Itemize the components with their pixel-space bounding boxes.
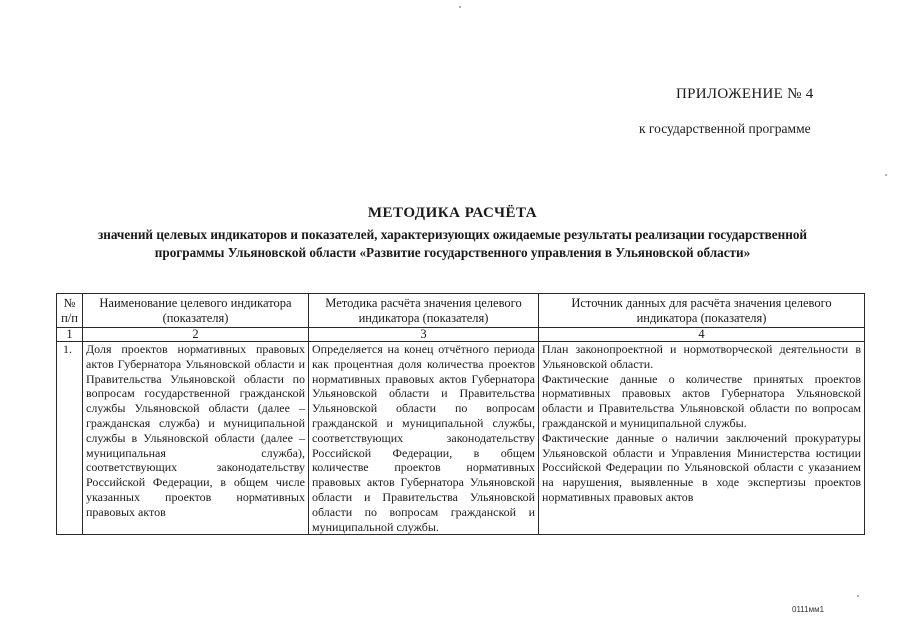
column-header-name: Наименование целевого индикатора (показателя) (83, 294, 309, 328)
column-number: 3 (309, 328, 539, 342)
column-number: 4 (539, 328, 865, 342)
column-header-source: Источник данных для расчёта значения целевого индикатора (показателя) (539, 294, 865, 328)
data-source-paragraph: Фактические данные о наличии заключений прокуратуры Ульяновской области и Управления Министерства юстиции Российской Федерации по Ульяновской области с указанием на нарушения, выявленные в ходе экспертизы проектов нормативных правовых актов (542, 430, 861, 504)
column-number: 1 (57, 328, 83, 342)
document-code: 0111мм1 (792, 605, 825, 614)
data-source-paragraph: План законопроектной и нормотворческой деятельности в Ульяновской области. (542, 342, 861, 371)
scan-speck (857, 595, 859, 597)
column-header-number: № п/п (57, 294, 83, 328)
table-row (57, 342, 865, 535)
calculation-method: Определяется на конец отчётного периода как процентная доля количества проектов нормативных правовых актов Губернатора Ульяновской области и Правительства Ульяновской области по вопросам гражданской и муниципальной службы, соответствующих законодательству Российской Федерации, в общем количестве проектов нормативных правовых актов Губернатора Ульяновской области и Правительства Ульяновской области по вопросам гражданской и муниципальной службы. (309, 342, 539, 535)
data-source-paragraph: Фактические данные о количестве принятых проектов нормативных правовых актов Губернатора Ульяновской области и Правительства Ульяновской области по вопросам гражданской и муниципальной службы. (542, 371, 861, 430)
appendix-subtitle: к государственной программе (639, 121, 811, 136)
data-source (539, 342, 865, 535)
column-number: 2 (83, 328, 309, 342)
document-subtitle: значений целевых индикаторов и показателей, характеризующих ожидаемые результаты реализации государственной программы Ульяновской области «Развитие государственного управления в Ульяновской области» (97, 227, 808, 260)
indicator-name: Доля проектов нормативных правовых актов Губернатора Ульяновской области и Правительства Ульяновской области по вопросам государственной гражданской службы Ульяновской области (далее – гражданская служба) и муниципальной службы в Ульяновской области (далее – муниципальная служба), соответствующих законодательству Российской Федерации, в общем числе указанных проектов нормативных правовых актов (83, 342, 309, 535)
document-title: МЕТОДИКА РАСЧЁТА (367, 205, 538, 221)
scan-speck (459, 6, 461, 8)
column-numbering-row (57, 328, 865, 342)
row-number: 1. (57, 342, 83, 535)
appendix-title: ПРИЛОЖЕНИЕ № 4 (676, 86, 814, 102)
scan-speck (885, 174, 887, 176)
indicators-table (56, 293, 865, 535)
table-header-row (57, 294, 865, 328)
column-header-method: Методика расчёта значения целевого индикатора (показателя) (309, 294, 539, 328)
